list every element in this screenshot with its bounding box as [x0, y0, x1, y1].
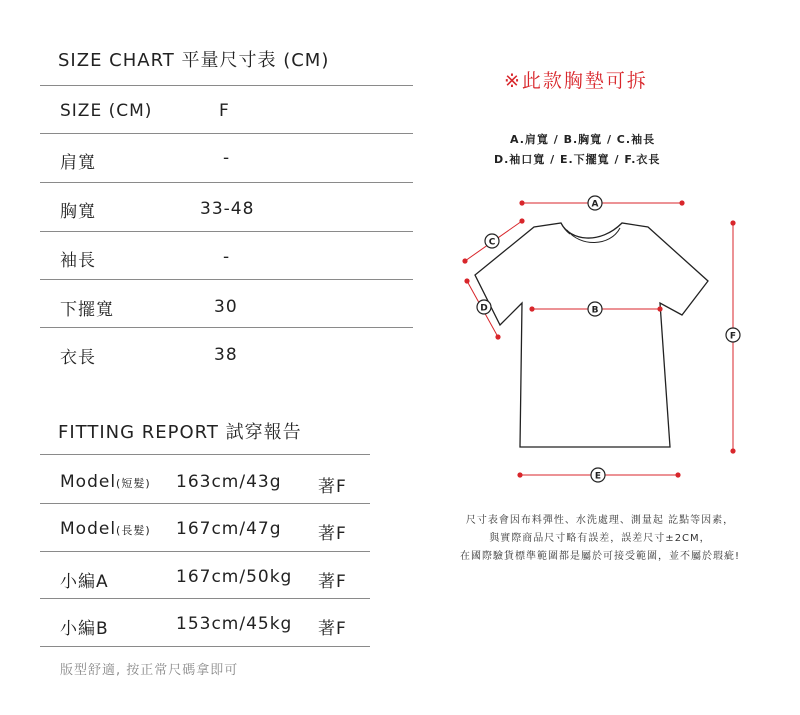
fitting-report-divider [40, 454, 370, 455]
row-value-chest: 33-48 [200, 199, 255, 219]
disclaimer-line-2: 與實際商品尺寸略有誤差，誤差尺寸±2CM， [489, 533, 711, 544]
fit-row-3-measure: 167cm/50kg [176, 567, 293, 587]
size-chart-title: SIZE CHART 平量尺寸表 (CM) [58, 50, 330, 71]
marker-f-label: F [729, 331, 737, 342]
marker-a-label: A [591, 199, 599, 210]
fit-tag: (短髮) [116, 477, 151, 490]
row-divider [40, 182, 413, 183]
row-value-sleeve: - [223, 247, 231, 267]
fit-row-3-size: 著F [318, 572, 347, 592]
measure-a [519, 196, 684, 210]
fit-row-3-name: 小編A [60, 572, 109, 592]
measure-b [529, 302, 662, 316]
measure-f [726, 220, 740, 453]
size-header-label: SIZE (CM) [60, 101, 153, 121]
row-divider [40, 551, 370, 552]
row-value-length: 38 [214, 345, 238, 365]
row-divider [40, 133, 413, 134]
fit-row-2-name [60, 519, 151, 539]
fit-name: Model [60, 519, 117, 539]
fit-row-1-measure: 163cm/43g [176, 472, 282, 492]
row-value-shoulder: - [223, 148, 231, 168]
measure-c [462, 218, 524, 263]
marker-c-label: C [488, 237, 496, 248]
row-label-shoulder: 肩寬 [60, 153, 96, 173]
row-label-length: 衣長 [60, 348, 96, 368]
fit-row-2-size: 著F [318, 524, 347, 544]
fit-row-4-size: 著F [318, 619, 347, 639]
fit-row-2-measure: 167cm/47g [176, 519, 282, 539]
fit-row-4-name: 小編B [60, 619, 109, 639]
removable-pad-notice: ※此款胸墊可拆 [504, 70, 648, 92]
fit-tag: (長髮) [116, 524, 151, 537]
fit-row-1-name [60, 472, 151, 492]
t-shirt-outline-icon [475, 223, 708, 447]
row-value-hem: 30 [214, 297, 238, 317]
measure-d [464, 278, 500, 339]
fit-row-4-measure: 153cm/45kg [176, 614, 293, 634]
marker-b-label: B [591, 305, 599, 316]
measure-e [517, 468, 680, 482]
row-label-chest: 胸寬 [60, 202, 96, 222]
size-chart-divider [40, 85, 413, 86]
row-divider [40, 646, 370, 647]
row-divider [40, 327, 413, 328]
marker-e-label: E [594, 471, 602, 482]
row-divider [40, 503, 370, 504]
marker-d-label: D [480, 303, 488, 314]
row-divider [40, 598, 370, 599]
disclaimer-line-3: 在國際驗貨標準範圍都是屬於可接受範圍，並不屬於瑕疵! [459, 551, 740, 562]
legend-line-2: D.袖口寬 / E.下擺寬 / F.衣長 [494, 153, 661, 166]
fit-row-1-size: 著F [318, 477, 347, 497]
row-label-hem: 下擺寬 [60, 300, 114, 320]
t-shirt-diagram [440, 185, 770, 490]
fitting-report-title: FITTING REPORT 試穿報告 [58, 422, 302, 443]
row-divider [40, 231, 413, 232]
row-divider [40, 279, 413, 280]
legend-line-1: A.肩寬 / B.胸寬 / C.袖長 [510, 133, 656, 146]
fitting-footnote: 版型舒適, 按正常尺碼拿即可 [60, 663, 239, 678]
size-header-value: F [219, 101, 230, 121]
disclaimer-line-1: 尺寸表會因布料彈性、水洗處理、測量起 訖點等因素， [465, 515, 735, 526]
measurement-disclaimer [420, 512, 780, 566]
fit-name: Model [60, 472, 117, 492]
row-label-sleeve: 袖長 [60, 251, 96, 271]
